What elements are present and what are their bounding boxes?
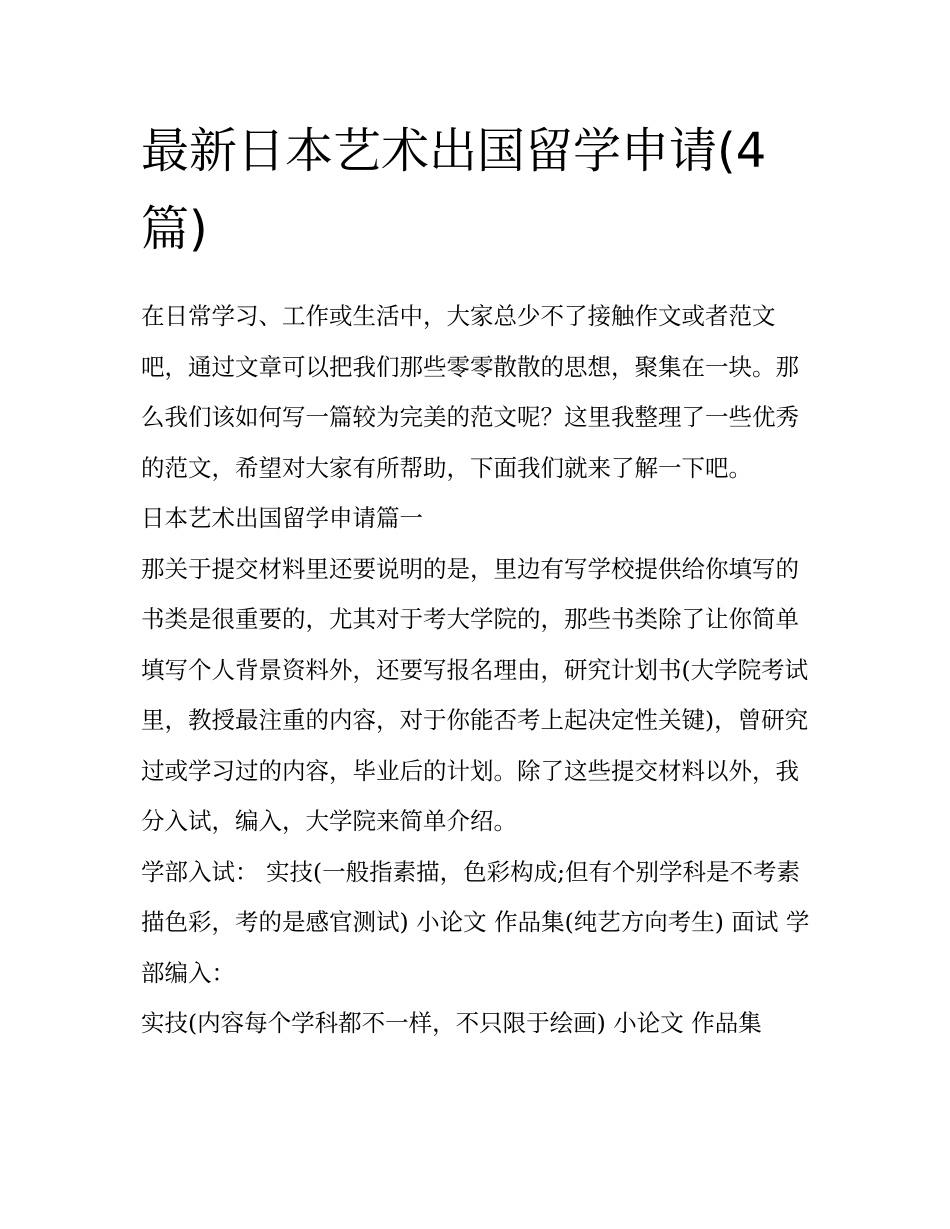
- body-paragraph: 学部入试： 实技(一般指素描，色彩构成;但有个别学科是不考素描色彩，考的是感官测试) 小论文 作品集(纯艺方向考生) 面试 学部编入：: [141, 857, 810, 987]
- body-paragraph: 实技(内容每个学科都不一样，不只限于绘画) 小论文 作品集: [141, 1009, 762, 1037]
- document-body: [141, 112, 813, 1049]
- document-title: 最新日本艺术出国留学申请(4篇): [141, 123, 767, 257]
- body-paragraph: 那关于提交材料里还要说明的是，里边有写学校提供给你填写的书类是很重要的，尤其对于考大学院的，那些书类除了让你简单填写个人背景资料外，还要写报名理由，研究计划书(大学院考试里，教授最注重的内容，对于你能否考上起决定性关键)，曾研究过或学习过的内容，毕业后的计划。除了这些提交材料以外，我分入试，编入，大学院来简单介绍。: [141, 554, 809, 835]
- section-heading: 日本艺术出国留学申请篇一: [141, 504, 423, 532]
- intro-paragraph: 在日常学习、工作或生活中，大家总少不了接触作文或者范文吧，通过文章可以把我们那些零零散散的思想，聚集在一块。那么我们该如何写一篇较为完美的范文呢？这里我整理了一些优秀的范文，希望对大家有所帮助，下面我们就来了解一下吧。: [141, 302, 799, 482]
